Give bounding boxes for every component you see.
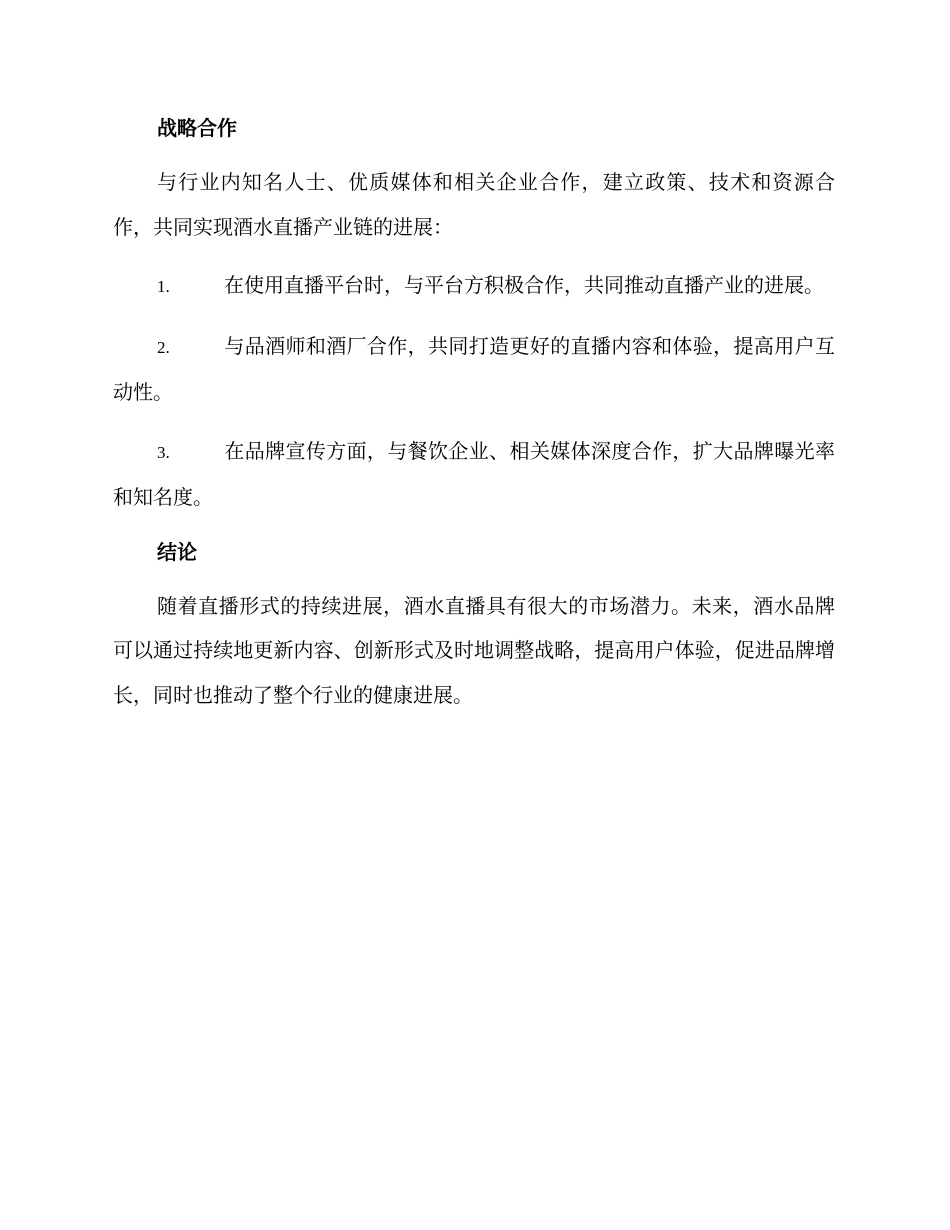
strategic-cooperation-intro: 与行业内知名人士、优质媒体和相关企业合作，建立政策、技术和资源合作，共同实现酒水直播产业链的进展： xyxy=(113,170,835,239)
list-item-text: 在使用直播平台时，与平台方积极合作，共同推动直播产业的进展。 xyxy=(224,273,824,297)
list-item-number: 2. xyxy=(157,337,170,357)
section-heading-strategic-cooperation: 战略合作 xyxy=(157,116,237,140)
list-item xyxy=(113,263,835,310)
list-item xyxy=(113,324,835,415)
section-heading-conclusion: 结论 xyxy=(157,539,197,564)
list-item xyxy=(113,429,835,520)
list-item-number: 1. xyxy=(157,277,170,296)
list-item-text: 在品牌宣传方面，与餐饮企业、相关媒体深度合作，扩大品牌曝光率和知名度。 xyxy=(113,438,835,509)
list-item-number: 3. xyxy=(157,442,170,462)
conclusion-body: 随着直播形式的持续进展，酒水直播具有很大的市场潜力。未来，酒水品牌可以通过持续地更新内容、创新形式及时地调整战略，提高用户体验，促进品牌增长，同时也推动了整个行业的健康进展。 xyxy=(113,593,835,707)
document-page xyxy=(113,110,835,731)
list-item-text: 与品酒师和酒厂合作，共同打造更好的直播内容和体验，提高用户互动性。 xyxy=(113,333,835,404)
